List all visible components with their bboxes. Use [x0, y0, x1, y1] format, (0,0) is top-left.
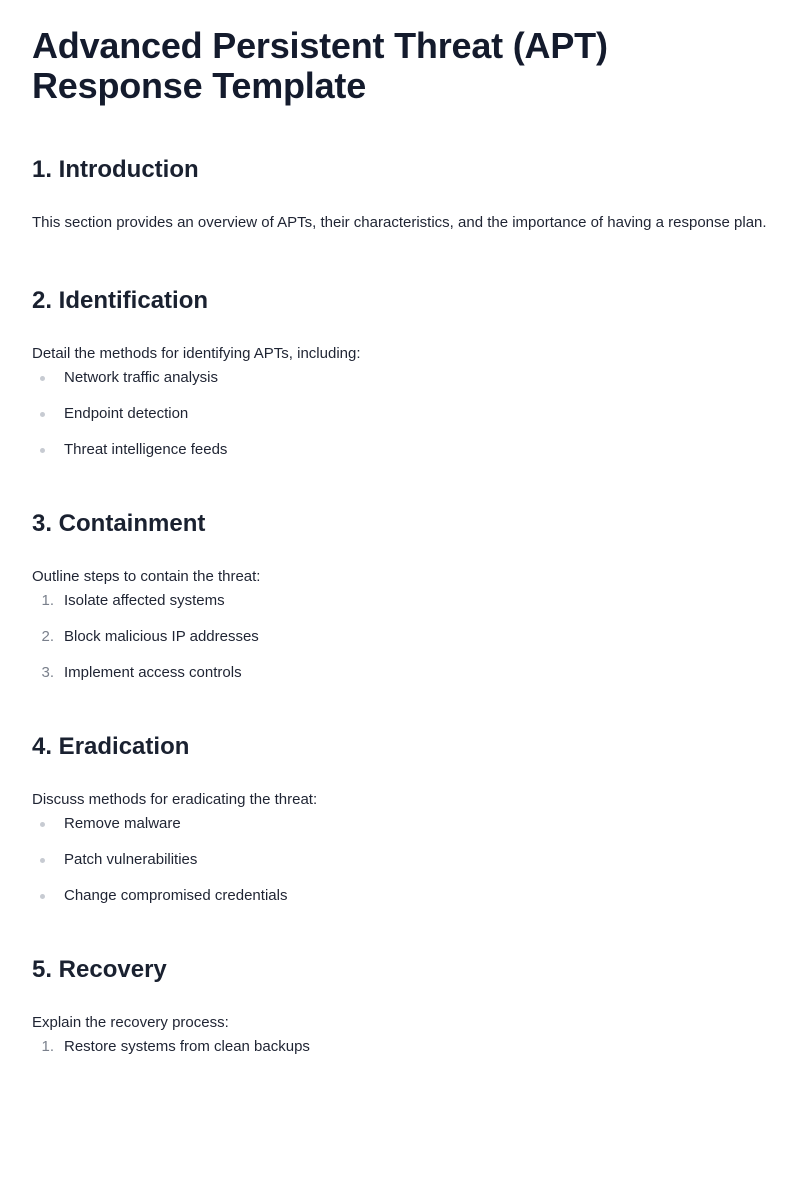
list-item: [32, 627, 768, 647]
list-item: [32, 663, 768, 683]
bullet-icon: [40, 894, 45, 899]
list-number: 2.: [41, 628, 54, 645]
list-item: [32, 368, 768, 388]
bullet-list: [32, 814, 768, 906]
list-item-text: Threat intelligence feeds: [64, 441, 228, 458]
list-item: [32, 440, 768, 460]
section-containment: [32, 510, 768, 683]
list-item-text: Block malicious IP addresses: [64, 628, 259, 645]
numbered-list: [32, 1037, 768, 1057]
list-item: [32, 814, 768, 834]
list-item-text: Remove malware: [64, 815, 181, 832]
list-item-text: Change compromised credentials: [64, 887, 288, 904]
list-item-text: Patch vulnerabilities: [64, 851, 198, 868]
section-heading: 1. Introduction: [32, 156, 199, 183]
bullet-icon: [40, 376, 45, 381]
list-item-text: Network traffic analysis: [64, 369, 218, 386]
section-heading: 4. Eradication: [32, 733, 190, 760]
bullet-icon: [40, 822, 45, 827]
section-heading: 5. Recovery: [32, 956, 167, 983]
list-item-text: Restore systems from clean backups: [64, 1038, 310, 1055]
bullet-icon: [40, 858, 45, 863]
list-number: 1.: [41, 1038, 54, 1055]
section-introduction: [32, 156, 768, 237]
numbered-list: [32, 591, 768, 683]
section-paragraph: Detail the methods for identifying APTs, including:: [32, 345, 361, 362]
list-item: [32, 591, 768, 611]
bullet-icon: [40, 412, 45, 417]
section-eradication: [32, 733, 768, 906]
list-item-text: Isolate affected systems: [64, 592, 225, 609]
list-item-text: Endpoint detection: [64, 405, 189, 422]
list-item: [32, 1037, 768, 1057]
list-item-text: Implement access controls: [64, 664, 242, 681]
section-heading: 2. Identification: [32, 287, 209, 314]
section-identification: [32, 287, 768, 460]
section-recovery: [32, 956, 768, 1057]
section-paragraph: Explain the recovery process:: [32, 1014, 229, 1031]
section-paragraph: Outline steps to contain the threat:: [32, 568, 261, 585]
bullet-icon: [40, 448, 45, 453]
section-paragraph: Discuss methods for eradicating the threat:: [32, 791, 318, 808]
bullet-list: [32, 368, 768, 460]
list-number: 1.: [41, 592, 54, 609]
list-item: [32, 850, 768, 870]
list-item: [32, 886, 768, 906]
list-number: 3.: [41, 664, 54, 681]
section-heading: 3. Containment: [32, 510, 206, 537]
section-paragraph: This section provides an overview of APTs, their characteristics, and the importance of having a response plan.: [32, 214, 767, 231]
list-item: [32, 404, 768, 424]
page-title: Advanced Persistent Threat (APT) Response Template: [32, 25, 608, 106]
